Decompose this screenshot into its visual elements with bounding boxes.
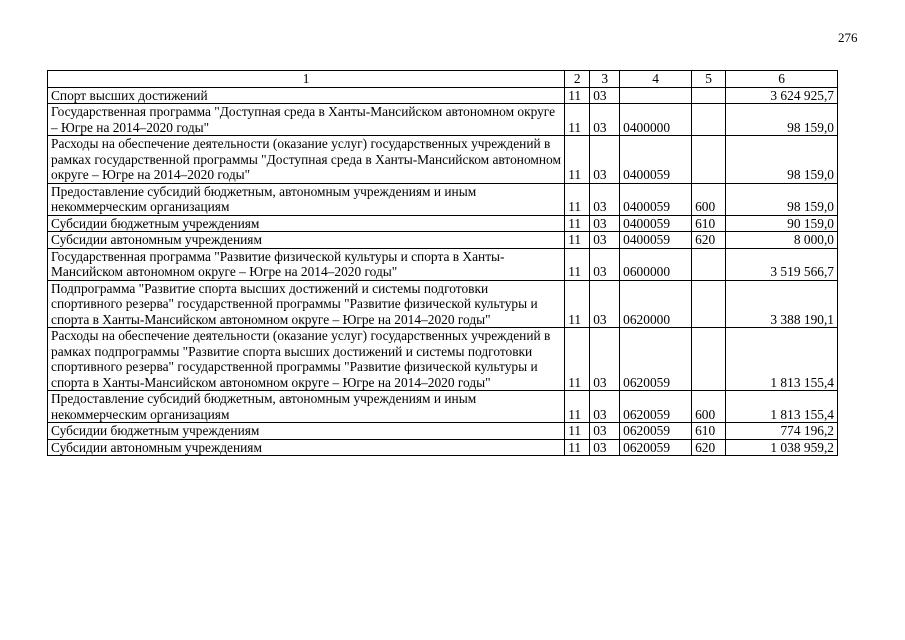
header-cell-section: 2 [565, 71, 590, 88]
amount-cell: 3 388 190,1 [726, 280, 838, 328]
expense-type-cell [692, 87, 726, 104]
amount-cell: 1 813 155,4 [726, 328, 838, 391]
row-name-cell: Спорт высших достижений [48, 87, 565, 104]
expense-type-cell: 620 [692, 232, 726, 249]
subsection-cell: 03 [590, 215, 620, 232]
target-item-cell: 0400059 [620, 232, 692, 249]
amount-cell: 3 624 925,7 [726, 87, 838, 104]
header-row [48, 71, 838, 88]
expense-type-cell: 600 [692, 391, 726, 423]
section-cell: 11 [565, 232, 590, 249]
amount-cell: 3 519 566,7 [726, 248, 838, 280]
row-name-cell: Подпрограмма "Развитие спорта высших достижений и системы подготовки спортивного резерва" государственной программы "Развитие физической культуры и спорта в Ханты-Мансийском автономном округе – Югре на 2014–2020 годы" [48, 280, 565, 328]
expense-type-cell [692, 280, 726, 328]
table-row [48, 328, 838, 391]
section-cell: 11 [565, 136, 590, 184]
section-cell: 11 [565, 439, 590, 456]
table-row [48, 423, 838, 440]
header-cell-name: 1 [48, 71, 565, 88]
expense-type-cell: 620 [692, 439, 726, 456]
section-cell: 11 [565, 183, 590, 215]
target-item-cell: 0620000 [620, 280, 692, 328]
target-item-cell: 0400059 [620, 215, 692, 232]
table-row [48, 391, 838, 423]
subsection-cell: 03 [590, 423, 620, 440]
expense-type-cell: 610 [692, 423, 726, 440]
section-cell: 11 [565, 280, 590, 328]
target-item-cell: 0620059 [620, 423, 692, 440]
section-cell: 11 [565, 215, 590, 232]
table-row [48, 439, 838, 456]
expense-type-cell [692, 248, 726, 280]
table-row [48, 248, 838, 280]
table-row [48, 183, 838, 215]
budget-table [47, 70, 838, 456]
table-row [48, 215, 838, 232]
row-name-cell: Субсидии автономным учреждениям [48, 439, 565, 456]
subsection-cell: 03 [590, 183, 620, 215]
header-cell-target-item: 4 [620, 71, 692, 88]
target-item-cell: 0620059 [620, 328, 692, 391]
table-row [48, 104, 838, 136]
expense-type-cell [692, 328, 726, 391]
target-item-cell: 0400000 [620, 104, 692, 136]
amount-cell: 1 038 959,2 [726, 439, 838, 456]
section-cell: 11 [565, 328, 590, 391]
header-cell-amount: 6 [726, 71, 838, 88]
target-item-cell: 0600000 [620, 248, 692, 280]
table-row [48, 87, 838, 104]
amount-cell: 90 159,0 [726, 215, 838, 232]
amount-cell: 774 196,2 [726, 423, 838, 440]
row-name-cell: Субсидии бюджетным учреждениям [48, 423, 565, 440]
target-item-cell: 0620059 [620, 391, 692, 423]
subsection-cell: 03 [590, 439, 620, 456]
table-row [48, 280, 838, 328]
amount-cell: 98 159,0 [726, 104, 838, 136]
expense-type-cell [692, 104, 726, 136]
amount-cell: 98 159,0 [726, 183, 838, 215]
subsection-cell: 03 [590, 87, 620, 104]
table-row [48, 232, 838, 249]
row-name-cell: Государственная программа "Развитие физической культуры и спорта в Ханты-Мансийском автономном округе – Югре на 2014–2020 годы" [48, 248, 565, 280]
expense-type-cell: 610 [692, 215, 726, 232]
amount-cell: 1 813 155,4 [726, 391, 838, 423]
subsection-cell: 03 [590, 248, 620, 280]
page-number: 276 [838, 30, 858, 45]
row-name-cell: Предоставление субсидий бюджетным, автономным учреждениям и иным некоммерческим организациям [48, 391, 565, 423]
row-name-cell: Предоставление субсидий бюджетным, автономным учреждениям и иным некоммерческим организациям [48, 183, 565, 215]
amount-cell: 8 000,0 [726, 232, 838, 249]
target-item-cell: 0400059 [620, 136, 692, 184]
section-cell: 11 [565, 104, 590, 136]
section-cell: 11 [565, 423, 590, 440]
table-body [48, 87, 838, 456]
amount-cell: 98 159,0 [726, 136, 838, 184]
target-item-cell: 0400059 [620, 183, 692, 215]
table-row [48, 136, 838, 184]
section-cell: 11 [565, 391, 590, 423]
subsection-cell: 03 [590, 136, 620, 184]
subsection-cell: 03 [590, 104, 620, 136]
subsection-cell: 03 [590, 232, 620, 249]
row-name-cell: Государственная программа "Доступная среда в Ханты-Мансийском автономном округе – Югре на 2014–2020 годы" [48, 104, 565, 136]
subsection-cell: 03 [590, 391, 620, 423]
row-name-cell: Субсидии автономным учреждениям [48, 232, 565, 249]
expense-type-cell [692, 136, 726, 184]
subsection-cell: 03 [590, 280, 620, 328]
expense-type-cell: 600 [692, 183, 726, 215]
section-cell: 11 [565, 87, 590, 104]
subsection-cell: 03 [590, 328, 620, 391]
header-cell-expense-type: 5 [692, 71, 726, 88]
row-name-cell: Расходы на обеспечение деятельности (оказание услуг) государственных учреждений в рамках подпрограммы "Развитие спорта высших достижений и системы подготовки спортивного резерва" государственной программы "Развитие физической культуры и спорта в Ханты-Мансийском автономном округе – Югре на 2014–2020 годы" [48, 328, 565, 391]
row-name-cell: Расходы на обеспечение деятельности (оказание услуг) государственных учреждений в рамках государственной программы "Доступная среда в Ханты-Мансийском автономном округе – Югре на 2014–2020 годы" [48, 136, 565, 184]
table-header [48, 71, 838, 88]
section-cell: 11 [565, 248, 590, 280]
row-name-cell: Субсидии бюджетным учреждениям [48, 215, 565, 232]
header-cell-subsection: 3 [590, 71, 620, 88]
target-item-cell: 0620059 [620, 439, 692, 456]
target-item-cell [620, 87, 692, 104]
